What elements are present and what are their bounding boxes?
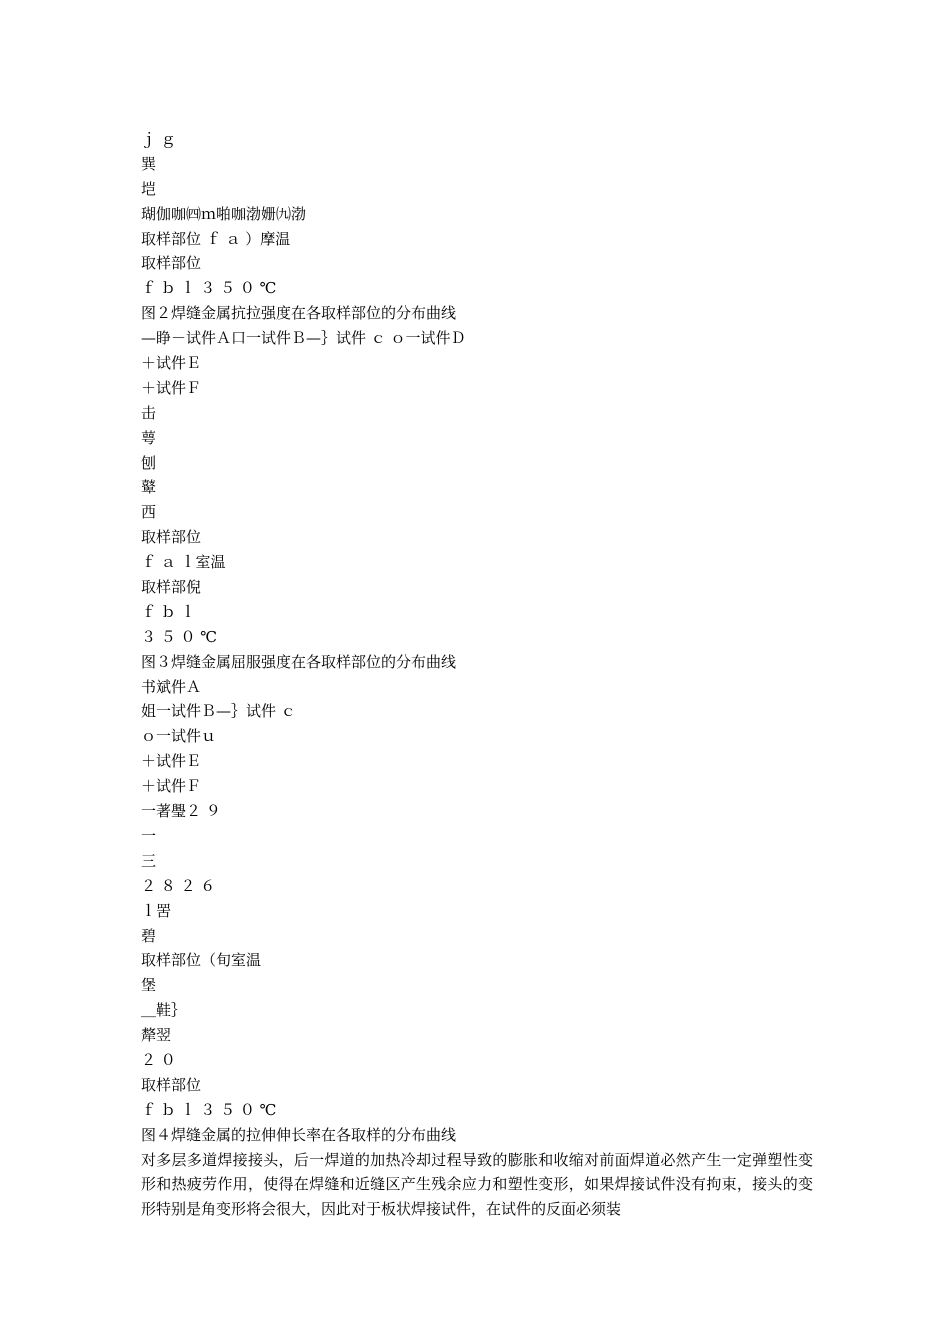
text-line: ２ ０	[141, 1050, 176, 1069]
text-line: 取样部位	[141, 528, 202, 547]
text-line: ｊ ｇ	[141, 130, 176, 148]
text-line: 一	[141, 826, 157, 845]
text-line: 取样部位 ｆ ａ ）摩温	[141, 229, 291, 248]
text-line: ｆ ｂ ｌ ３ ５ ０ ℃	[141, 279, 277, 298]
legend-line: ＋试件Ｅ	[141, 354, 202, 373]
text-line: 碧	[141, 926, 157, 945]
text-line: 瑚伽咖㈣ｍ啪咖渤姗㈨渤	[141, 204, 307, 223]
text-line: ２ ８ ２ ６	[141, 876, 216, 895]
legend-line: —睁－试件Ａ口一试件Ｂ—｝试件 ｃ ｏ一试件Ｄ	[141, 329, 466, 348]
text-line: ｆ ｂ ｌ ３ ５ ０ ℃	[141, 1100, 277, 1119]
text-line: 萼	[141, 428, 157, 447]
text-line: 取样部位	[141, 254, 202, 273]
text-line: 鼙	[141, 478, 157, 497]
text-line: 取样部位	[141, 1075, 202, 1094]
text-line: 犛翌	[141, 1026, 172, 1045]
legend-line: 书斌件Ａ	[141, 677, 202, 696]
text-line: 堡	[141, 976, 157, 995]
text-line: 刨	[141, 453, 157, 472]
document-body	[141, 127, 813, 1222]
figure-caption: 图３焊缝金属屈服强度在各取样部位的分布曲线	[141, 652, 457, 671]
legend-line: ｏ一试件ｕ	[141, 727, 217, 746]
text-line: 三	[141, 851, 157, 870]
body-paragraph: 对多层多道焊接接头，后一焊道的加热冷却过程导致的膨胀和收缩对前面焊道必然产生一定弹塑性变形和热疲劳作用，使得在焊缝和近缝区产生残余应力和塑性变形，如果焊接试件没有拘束，接头的变形特别是角变形将会很大，因此对于板状焊接试件，在试件的反面必须装	[141, 1150, 813, 1219]
legend-line: ＋试件Ｅ	[141, 752, 202, 771]
legend-line: 姐一试件Ｂ—｝试件 ｃ	[141, 702, 296, 721]
figure-caption: 图４焊缝金属的拉伸伸长率在各取样的分布曲线	[141, 1125, 457, 1144]
figure-caption: 图２焊缝金属抗拉强度在各取样部位的分布曲线	[141, 304, 457, 323]
legend-line: ＋试件Ｆ	[141, 378, 202, 397]
text-line: 西	[141, 503, 157, 522]
text-line: 击	[141, 403, 157, 422]
text-line: ３ ５ ０ ℃	[141, 627, 218, 646]
legend-line: ＋试件Ｆ	[141, 777, 202, 796]
text-line: 取样部位（旬室温	[141, 951, 262, 970]
text-line: ｆ ａ ｌ室温	[141, 553, 226, 572]
text-line: 一著璺２ ９	[141, 802, 221, 821]
text-line: ＿鞋｝	[141, 1001, 187, 1020]
text-line: 垲	[141, 179, 157, 198]
text-line: 取样部倪	[141, 578, 202, 597]
text-line: ｆ ｂ ｌ	[141, 602, 196, 621]
text-line: 巽	[141, 154, 157, 173]
text-line: ｌ罟	[141, 901, 172, 920]
